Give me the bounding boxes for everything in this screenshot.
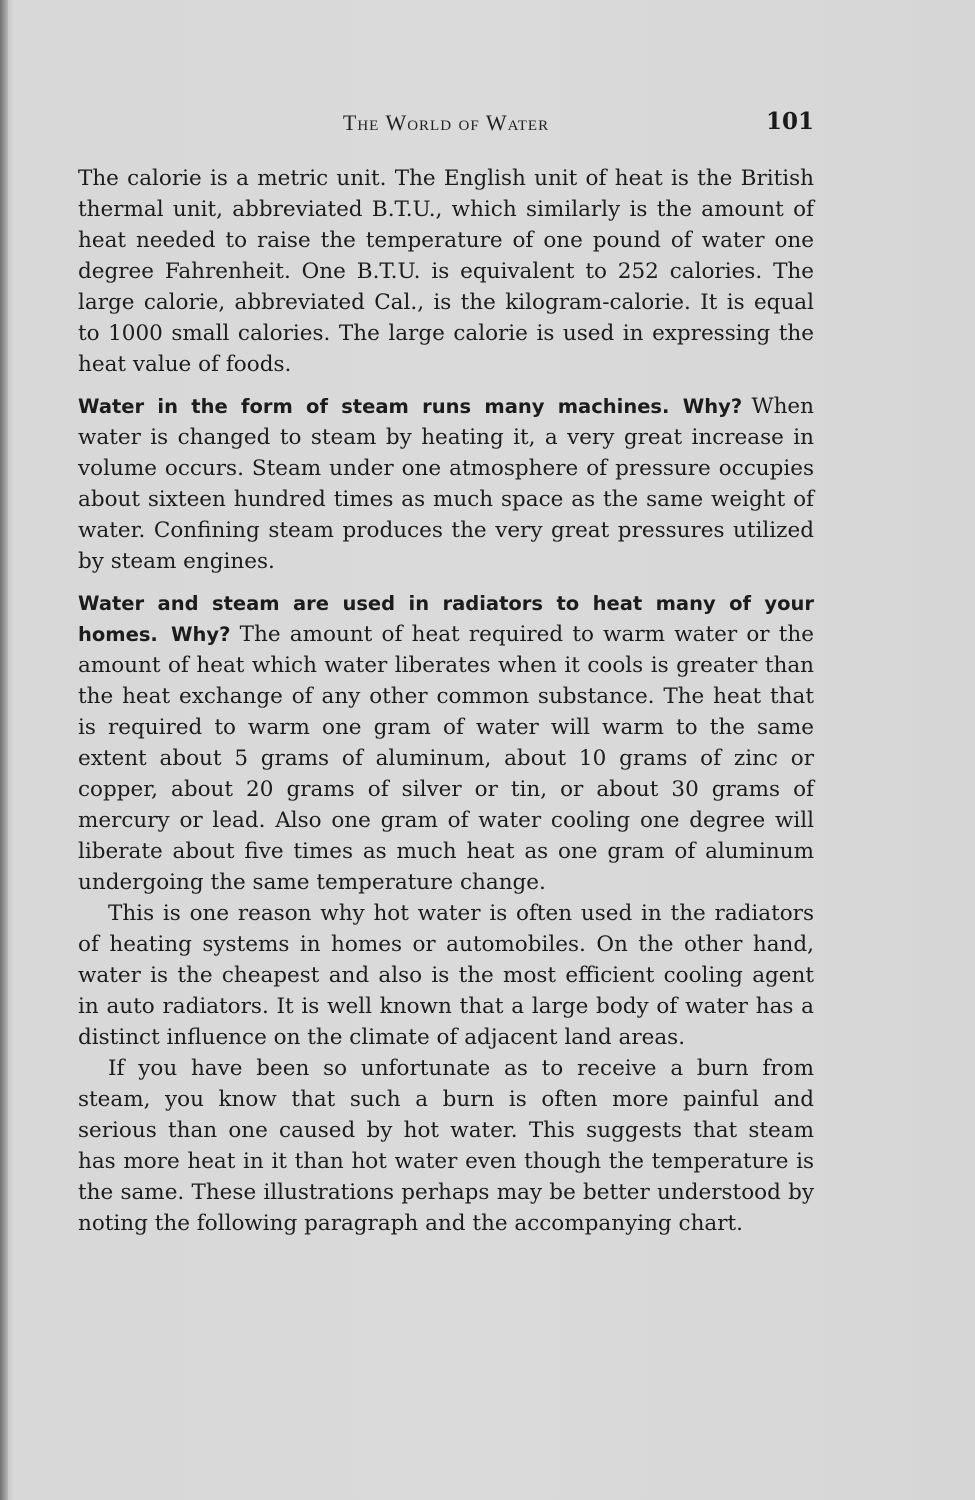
- running-title: The World of Water: [342, 110, 550, 135]
- paragraph-burn: If you have been so unfortunate as to receive a burn from steam, you know that such a burn is often more painful and serious than one caused by hot water. This suggests that steam has more heat in it than hot water even though the temperature is the same. These illustrations perhaps may be better understood by noting the following paragraph and the accompanying chart.: [78, 1056, 814, 1236]
- paragraph-steam-body: When water is changed to steam by heating it, a very great increase in volume occurs. Steam under one atmosphere of pressure occupies about sixteen hundred times as much space as the same weight of water. Confining steam produces the very great pressures utilized by steam engines.: [78, 394, 814, 574]
- paragraph-reason: This is one reason why hot water is often used in the radiators of heating systems in homes or automobiles. On the other hand, water is the cheapest and also is the most efficient cooling agent in auto radiators. It is well known that a large body of water has a distinct influence on the climate of adjacent land areas.: [78, 901, 814, 1050]
- paragraph-calorie: The calorie is a metric unit. The English unit of heat is the British thermal unit, abbreviated B.T.U., which similarly is the amount of heat needed to raise the temperature of one pound of water one degree Fahrenheit. One B.T.U. is equivalent to 252 calories. The large calorie, abbreviated Cal., is the kilogram-calorie. It is equal to 1000 small calories. The large calorie is used in expressing the heat value of foods.: [78, 166, 814, 377]
- page-gutter-shadow: [0, 0, 8, 1500]
- page-body: [78, 163, 814, 1239]
- running-head: [78, 108, 814, 140]
- paragraph-steam: [78, 391, 814, 577]
- page-number: 101: [765, 108, 814, 135]
- heading-steam: Water in the form of steam runs many machines. Why?: [78, 395, 743, 418]
- heading-radiators: Water and steam are used in radiators to heat many of your homes. Why?: [78, 592, 814, 646]
- paragraph-radiators: [78, 588, 814, 898]
- paragraph-radiators-body: The amount of heat required to warm water or the amount of heat which water liberates when it cools is greater than the heat exchange of any other common substance. The heat that is required to warm one gram of water will warm to the same extent about 5 grams of aluminum, about 10 grams of zinc or copper, about 20 grams of silver or tin, or about 30 grams of mercury or lead. Also one gram of water cooling one degree will liberate about five times as much heat as one gram of aluminum undergoing the same temperature change.: [78, 622, 814, 895]
